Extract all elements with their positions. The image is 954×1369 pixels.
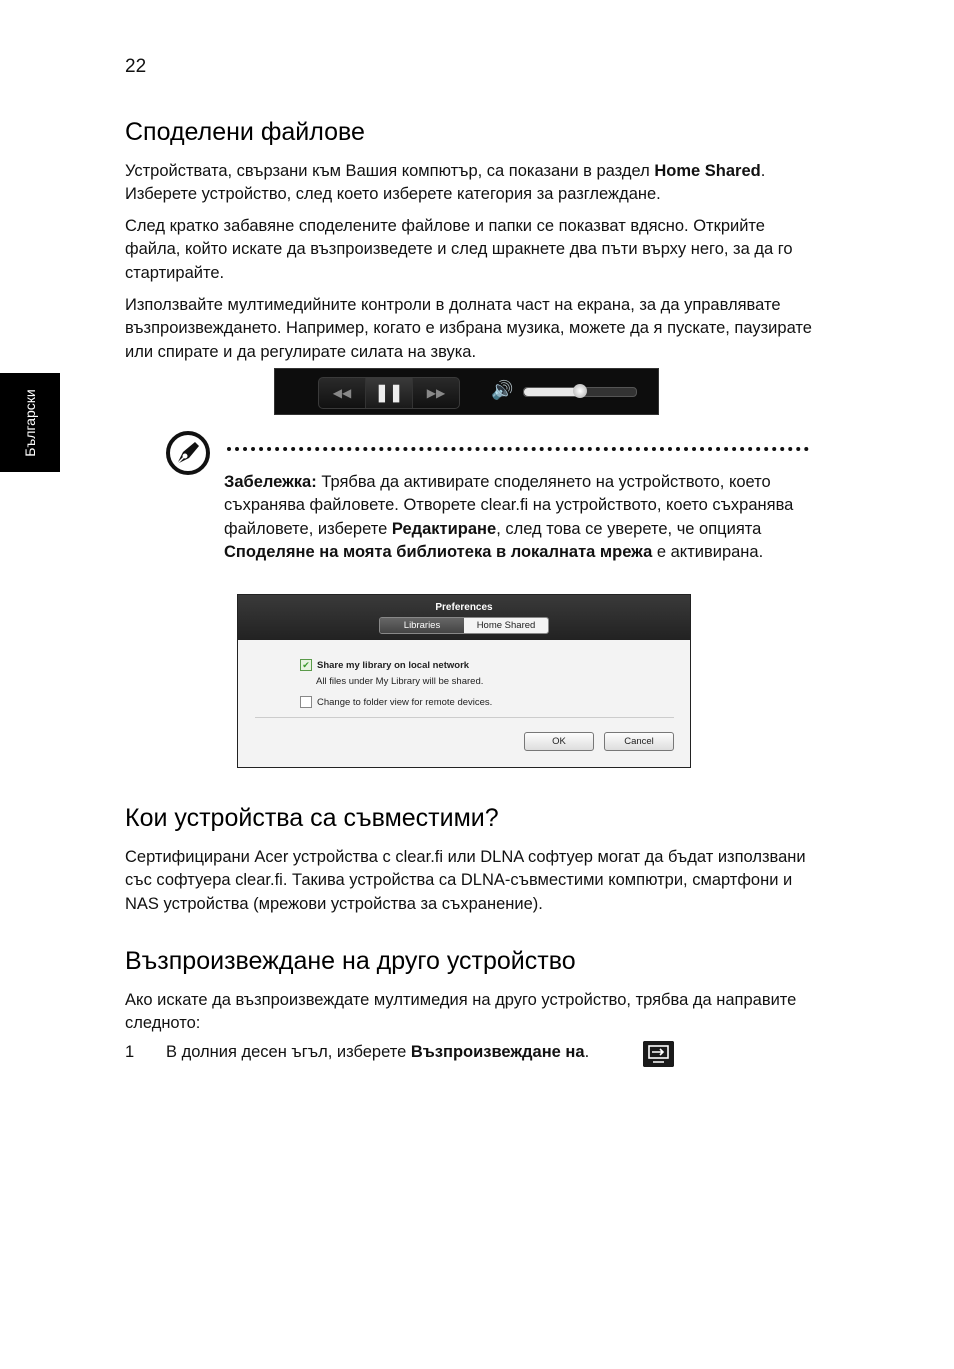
step-text: В долния десен ъгъл, изберете Възпроизвеждане на.: [166, 1043, 590, 1061]
paragraph-controls: Използвайте мултимедийните контроли в долната част на екрана, за да управлявате възпроизвеждането. Например, когато е избрана музика, можете да я пускате, паузирате или спирате и да регулирате силата на звука.: [125, 296, 812, 361]
share-library-label: Share my library on local network: [317, 659, 470, 671]
share-library-checkbox[interactable]: ✔: [300, 659, 312, 671]
cancel-button[interactable]: Cancel: [604, 732, 674, 751]
volume-fill: [524, 388, 580, 396]
folder-view-label: Change to folder view for remote devices.: [317, 696, 493, 708]
page-number: 22: [125, 56, 147, 77]
section-title-compatible-devices: Кои устройства са съвместими?: [125, 804, 499, 832]
side-tab-label: Български: [22, 389, 38, 457]
section-title-shared-files: Споделени файлове: [125, 118, 365, 146]
preferences-dialog: [237, 594, 691, 768]
dialog-separator: [255, 717, 674, 718]
note-divider: [227, 447, 809, 451]
pause-icon[interactable]: ❚❚: [366, 378, 413, 408]
dialog-title: Preferences: [435, 602, 493, 613]
paragraph-devices: Устройствата, свързани към Вашия компютър, са показани в раздел Home Shared. Изберете устройство, след което изберете категория за разглеждане.: [125, 162, 766, 204]
next-icon[interactable]: ▶▶: [426, 386, 446, 400]
folder-view-option[interactable]: [300, 696, 492, 708]
paragraph-compatible-devices: Сертифицирани Acer устройства с clear.fi или DLNA софтуер могат да бъдат използвани със софтуера clear.fi. Такива устройства са DLNA-съвместими компютри, смартфони и NAS устройства (мрежови устройства за съхранение).: [125, 848, 806, 913]
media-player-bar: [274, 368, 659, 415]
share-library-subtext: All files under My Library will be shared.: [316, 676, 484, 687]
step-number: 1: [125, 1043, 135, 1061]
play-to-icon[interactable]: [643, 1041, 674, 1067]
paragraph-shared-files: След кратко забавяне споделените файлове и папки се показват вдясно. Открийте файла, който искате да възпроизведете и след шракнете два пъти върху него, за да го стартирайте.: [125, 217, 793, 282]
note-pen-icon: [165, 430, 211, 476]
dialog-tabs: [379, 617, 549, 634]
tab-home-shared[interactable]: Home Shared: [464, 618, 548, 633]
folder-view-checkbox[interactable]: [300, 696, 312, 708]
tab-libraries[interactable]: Libraries: [380, 618, 464, 633]
share-library-option[interactable]: [300, 659, 469, 671]
paragraph-play-on-device: Ако искате да възпроизвеждате мултимедия на друго устройство, трябва да направите следното:: [125, 991, 797, 1033]
previous-icon[interactable]: ◀◀: [319, 378, 366, 408]
section-title-play-on-device: Възпроизвеждане на друго устройство: [125, 947, 576, 975]
dialog-header: [238, 595, 690, 640]
volume-slider[interactable]: [523, 387, 637, 397]
volume-knob[interactable]: [573, 384, 587, 398]
speaker-icon[interactable]: 🔊: [491, 380, 514, 400]
ok-button[interactable]: OK: [524, 732, 594, 751]
language-side-tab: [0, 373, 60, 472]
playback-controls: [318, 377, 460, 409]
note-text: Забележка: Трябва да активирате споделянето на устройството, което съхранява файловете. Отворете clear.fi на устройството, което съхранява файловете, изберете Редактиране, след това се уверете, че опцията Споделяне на моята библиотека в локалната мрежа е активирана.: [224, 473, 794, 561]
